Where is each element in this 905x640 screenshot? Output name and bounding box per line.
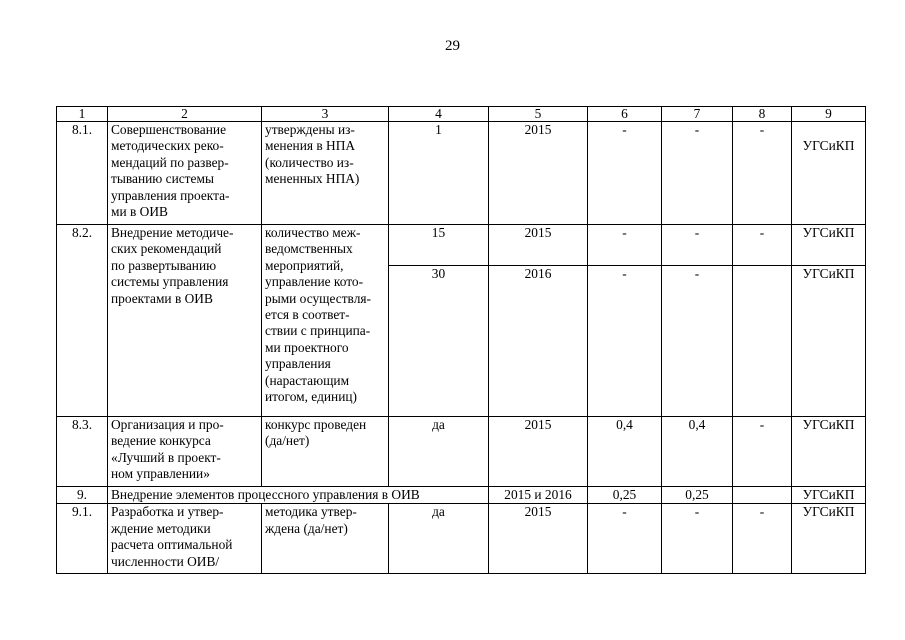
item-col8: - xyxy=(733,225,792,266)
item-col8: - xyxy=(733,417,792,487)
item-col6: - xyxy=(588,122,662,225)
item-number: 9.1. xyxy=(57,504,108,574)
item-number: 8.3. xyxy=(57,417,108,487)
page-number: 29 xyxy=(445,38,460,54)
item-col7: 0,25 xyxy=(662,487,733,504)
item-responsible: УГСиКП xyxy=(792,225,866,266)
table-row xyxy=(57,417,866,487)
item-number: 8.1. xyxy=(57,122,108,225)
table-row xyxy=(57,122,866,225)
item-value: 15 xyxy=(389,225,489,266)
item-responsible: УГСиКП xyxy=(792,266,866,417)
table-row xyxy=(57,225,866,266)
item-year: 2016 xyxy=(489,266,588,417)
item-year: 2015 xyxy=(489,122,588,225)
item-col6: - xyxy=(588,266,662,417)
item-col6: 0,4 xyxy=(588,417,662,487)
item-year: 2015 и 2016 xyxy=(489,487,588,504)
item-col8: - xyxy=(733,122,792,225)
item-name: Организация и про- ведение конкурса «Лучший в проект- ном управлении» xyxy=(108,417,262,487)
item-col7: - xyxy=(662,225,733,266)
item-number: 8.2. xyxy=(57,225,108,417)
column-number-row xyxy=(57,107,866,122)
item-col8: - xyxy=(733,504,792,574)
item-name: Внедрение методиче- ских рекомендаций по развертыванию системы управления проектами в ОИВ xyxy=(108,225,262,417)
item-col6: - xyxy=(588,504,662,574)
column-header: 9 xyxy=(792,107,866,122)
item-value: 1 xyxy=(389,122,489,225)
item-indicator: методика утвер- ждена (да/нет) xyxy=(262,504,389,574)
item-col6: - xyxy=(588,225,662,266)
item-name: Разработка и утвер- ждение методики расчета оптимальной численности ОИВ/ xyxy=(108,504,262,574)
section-title: Внедрение элементов процессного управления в ОИВ xyxy=(108,487,489,504)
item-number: 9. xyxy=(57,487,108,504)
item-year: 2015 xyxy=(489,504,588,574)
item-col8 xyxy=(733,487,792,504)
item-indicator: конкурс проведен (да/нет) xyxy=(262,417,389,487)
column-header: 2 xyxy=(108,107,262,122)
plan-table xyxy=(56,106,866,574)
item-responsible: УГСиКП xyxy=(792,417,866,487)
item-indicator: количество меж- ведомственных мероприятий, управление кото- рыми осуществля- ется в соответ- ствии с принципа- ми проектного управления (нарастающим итогом, единиц) xyxy=(262,225,389,417)
column-header: 8 xyxy=(733,107,792,122)
item-col7: - xyxy=(662,122,733,225)
column-header: 3 xyxy=(262,107,389,122)
item-col6: 0,25 xyxy=(588,487,662,504)
item-value: да xyxy=(389,504,489,574)
item-year: 2015 xyxy=(489,225,588,266)
table-row xyxy=(57,487,866,504)
item-value: да xyxy=(389,417,489,487)
item-responsible: УГСиКП xyxy=(792,504,866,574)
item-col7: - xyxy=(662,504,733,574)
column-header: 6 xyxy=(588,107,662,122)
item-col7: 0,4 xyxy=(662,417,733,487)
item-year: 2015 xyxy=(489,417,588,487)
table-row xyxy=(57,504,866,574)
item-col8 xyxy=(733,266,792,417)
item-responsible: УГСиКП xyxy=(792,122,866,225)
column-header: 7 xyxy=(662,107,733,122)
column-header: 4 xyxy=(389,107,489,122)
column-header: 1 xyxy=(57,107,108,122)
item-value: 30 xyxy=(389,266,489,417)
item-name: Совершенствование методических реко- мендаций по развер- тыванию системы управления проекта- ми в ОИВ xyxy=(108,122,262,225)
column-header: 5 xyxy=(489,107,588,122)
item-indicator: утверждены из- менения в НПА (количество из- мененных НПА) xyxy=(262,122,389,225)
item-col7: - xyxy=(662,266,733,417)
item-responsible: УГСиКП xyxy=(792,487,866,504)
